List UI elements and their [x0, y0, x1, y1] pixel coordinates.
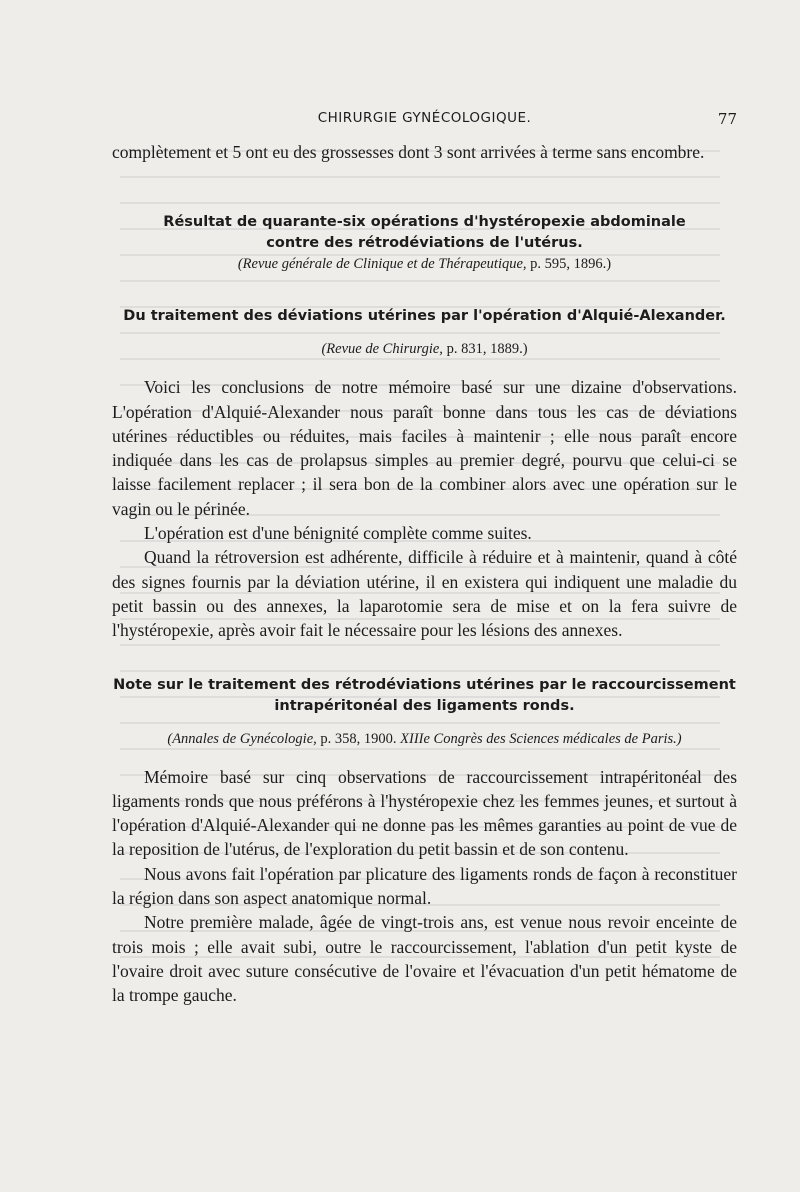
section3-paragraph-3: Notre première malade, âgée de vingt-trois ans, est venue nous revoir enceinte de trois mois ; elle avait subi, outre le raccourcissement, l'ablation d'un petit kyste de l'ovaire droit avec suture consécutive de l'ovaire et l'évacuation d'un petit hématome de la trompe gauche. [112, 912, 737, 1006]
section3-citation-journal: (Annales de Gynécologie, [167, 730, 317, 747]
section2-citation [112, 339, 737, 359]
section2-paragraph-2: L'opération est d'une bénignité complète comme suites. [144, 523, 532, 544]
section3-title [112, 675, 737, 717]
section2-citation-ref: p. 831, 1889.) [446, 341, 528, 358]
section1-citation [112, 254, 737, 274]
page-number: 77 [717, 110, 737, 128]
section1-citation-ref: p. 595, 1896.) [530, 256, 612, 273]
section3-citation-ref: p. 358, 1900. [320, 730, 397, 747]
section3-title-line2: intrapéritonéal des ligaments ronds. [274, 697, 575, 714]
page-content [112, 140, 737, 1008]
section2-citation-journal: (Revue de Chirurgie, [321, 341, 443, 358]
section2-title: Du traitement des déviations utérines par l'opération d'Alquié-Alexander. [123, 308, 726, 325]
section3-citation-congress: XIIIe Congrès des Sciences médicales de Paris.) [400, 730, 682, 747]
section1-citation-journal: (Revue générale de Clinique et de Thérapeutique, [237, 256, 527, 273]
section3-paragraph-1: Mémoire basé sur cinq observations de raccourcissement intrapéritonéal des ligaments ronds que nous préférons à l'hystéropexie chez les femmes jeunes, et surtout à l'opération d'Alquié-Alexander qui ne donne pas les mêmes garanties au point de vue de la reposition de l'utérus, de l'exploration du petit bassin et de son contenu. [112, 766, 737, 860]
section1-title [112, 212, 737, 254]
page-header [112, 110, 737, 130]
section3-title-line1: Note sur le traitement des rétrodéviations utérines par le raccourcissement [113, 676, 736, 693]
intro-paragraph: complètement et 5 ont eu des grossesses dont 3 sont arrivées à terme sans encombre. [112, 142, 705, 162]
running-head: CHIRURGIE GYNÉCOLOGIQUE. [317, 110, 532, 126]
section2-paragraph-1: Voici les conclusions de notre mémoire basé sur une dizaine d'observations. L'opération d'Alquié-Alexander nous paraît bonne dans tous les cas de déviations utérines réductibles ou réduites, mais faciles à maintenir ; elle nous paraît encore indiquée dans les cas de prolapsus simples au premier degré, pourvu que celui-ci se laisse facilement replacer ; il sera bon de la combiner alors avec une opération sur le vagin ou le périnée. [112, 377, 737, 519]
section2-paragraph-3: Quand la rétroversion est adhérente, difficile à réduire et à maintenir, quand à côté des signes fournis par la déviation utérine, il en existera qui indiquent une maladie du petit bassin ou des annexes, la laparotomie sera de mise et on la fera suivre de l'hystéropexie, après avoir fait le nécessaire pour les lésions des annexes. [112, 547, 737, 641]
section3-citation [112, 729, 737, 749]
section3-paragraph-2: Nous avons fait l'opération par plicature des ligaments ronds de façon à reconstituer la région dans son aspect anatomique normal. [112, 863, 737, 909]
section1-title-line1: Résultat de quarante-six opérations d'hystéropexie abdominale [163, 214, 686, 231]
section1-title-line2: contre des rétrodéviations de l'utérus. [266, 235, 583, 252]
